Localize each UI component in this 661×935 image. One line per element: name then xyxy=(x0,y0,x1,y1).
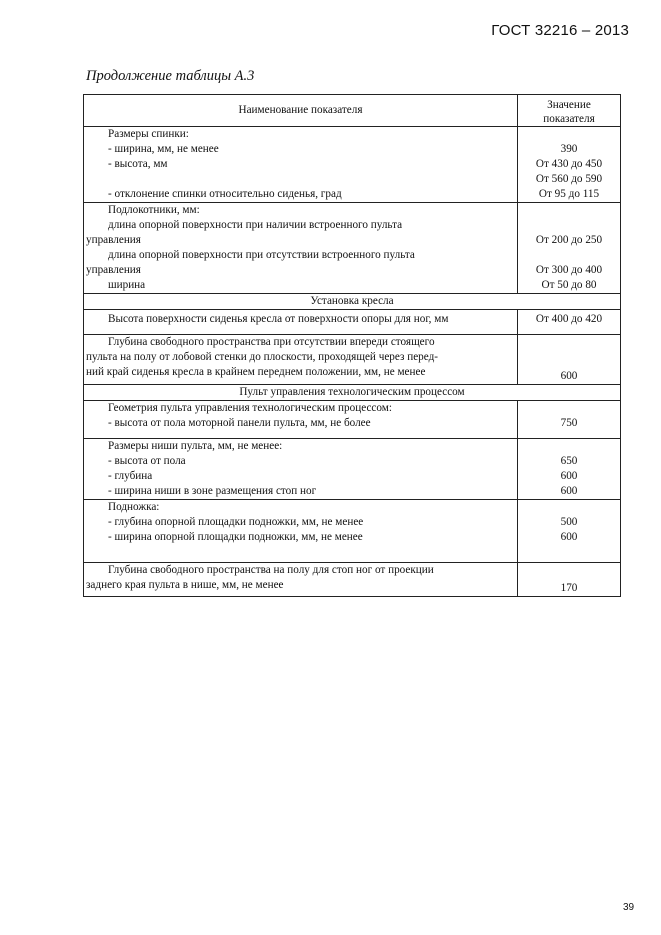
row-line: - ширина ниши в зоне размещения стоп ног xyxy=(108,485,317,497)
value-cell: От 300 до 400 xyxy=(535,264,603,276)
row-armrests-label xyxy=(84,203,518,294)
value-blank xyxy=(518,248,620,263)
row-floor-depth-label xyxy=(84,563,518,597)
value-cell: 650 xyxy=(560,455,578,467)
table-row xyxy=(84,127,621,203)
value-blank xyxy=(518,500,620,515)
row-line: Глубина свободного пространства на полу для стоп ног от проекции xyxy=(108,564,434,576)
row-line: Размеры ниши пульта, мм, не менее: xyxy=(108,440,283,452)
row-line: Размеры спинки: xyxy=(108,128,189,140)
section-row xyxy=(84,385,621,401)
row-line: Глубина свободного пространства при отсутствии впереди стоящего xyxy=(108,336,435,348)
value-blank xyxy=(518,439,620,454)
table-row xyxy=(84,439,621,500)
row-line: - отклонение спинки относительно сиденья, град xyxy=(108,188,342,200)
column-header-name: Наименование показателя xyxy=(84,95,518,127)
standard-header: ГОСТ 32216 – 2013 xyxy=(491,22,629,39)
row-line: - высота от пола моторной панели пульта, мм, не более xyxy=(108,417,371,429)
table-row xyxy=(84,203,621,294)
row-footrest-values xyxy=(518,500,621,563)
column-header-value-line1: Значение xyxy=(547,98,591,111)
row-line: заднего края пульта в нише, мм, не менее xyxy=(86,579,284,591)
row-line: пульта на полу от лобовой стенки до плоскости, проходящей через перед- xyxy=(86,351,438,363)
value-cell: От 95 до 115 xyxy=(538,188,600,200)
row-back-size-values xyxy=(518,127,621,203)
value-cell: 600 xyxy=(560,485,578,497)
row-line: длина опорной поверхности при наличии встроенного пульта xyxy=(108,219,403,231)
row-line: - глубина опорной площадки подножки, мм, не менее xyxy=(108,516,364,528)
section-row xyxy=(84,294,621,310)
column-header-value xyxy=(518,95,621,127)
value-cell: 600 xyxy=(560,531,578,543)
row-line: - ширина опорной площадки подножки, мм, не менее xyxy=(108,531,363,543)
row-free-space-label xyxy=(84,335,518,385)
value-blank xyxy=(518,401,620,416)
row-line: ний край сиденья кресла в крайнем переднем положении, мм, не менее xyxy=(86,366,426,378)
requirements-table xyxy=(83,94,621,597)
value-cell: От 560 до 590 xyxy=(535,173,603,185)
row-seat-height-value xyxy=(518,310,621,335)
row-line: управления xyxy=(86,264,141,276)
value-cell: От 430 до 450 xyxy=(535,158,603,170)
row-line: - высота, мм xyxy=(108,158,168,170)
value-cell: От 200 до 250 xyxy=(535,234,603,246)
row-line: - высота от пола xyxy=(108,455,186,467)
row-line: управления xyxy=(86,234,141,246)
table-header-row xyxy=(84,95,621,127)
value-blank xyxy=(518,127,620,142)
row-niche-sizes-label xyxy=(84,439,518,500)
row-line: длина опорной поверхности при отсутствии встроенного пульта xyxy=(108,249,415,261)
page-number: 39 xyxy=(623,902,635,913)
row-line: ширина xyxy=(108,279,146,291)
row-line: Высота поверхности сиденья кресла от поверхности опоры для ног, мм xyxy=(108,313,449,325)
value-cell: 750 xyxy=(560,417,578,429)
row-niche-sizes-values xyxy=(518,439,621,500)
value-cell: 600 xyxy=(560,370,578,382)
row-line: - ширина, мм, не менее xyxy=(108,143,219,155)
table-caption: Продолжение таблицы А.3 xyxy=(86,68,255,84)
section-heading-console: Пульт управления технологическим процессом xyxy=(84,385,621,401)
value-cell: 170 xyxy=(560,582,578,594)
row-line: Подножка: xyxy=(108,501,160,513)
value-cell: От 400 до 420 xyxy=(535,313,603,325)
value-blank xyxy=(518,218,620,233)
table-row xyxy=(84,563,621,597)
row-line: Геометрия пульта управления технологическим процессом: xyxy=(108,402,392,414)
row-line: - глубина xyxy=(108,470,153,482)
row-footrest-label xyxy=(84,500,518,563)
value-cell: От 50 до 80 xyxy=(541,279,597,291)
table-row xyxy=(84,500,621,563)
row-console-geometry-value xyxy=(518,401,621,439)
table-row xyxy=(84,401,621,439)
value-blank xyxy=(518,203,620,218)
row-floor-depth-value xyxy=(518,563,621,597)
value-cell: 390 xyxy=(560,143,578,155)
section-heading-chair: Установка кресла xyxy=(84,294,621,310)
row-line: Подлокотники, мм: xyxy=(108,204,200,216)
row-line-blank xyxy=(84,172,517,187)
row-seat-height-label xyxy=(84,310,518,335)
table-row xyxy=(84,335,621,385)
row-back-size-label xyxy=(84,127,518,203)
row-console-geometry-label xyxy=(84,401,518,439)
column-header-value-line2: показателя xyxy=(543,112,595,125)
value-cell: 600 xyxy=(560,470,578,482)
value-cell: 500 xyxy=(560,516,578,528)
row-armrests-values xyxy=(518,203,621,294)
row-free-space-value xyxy=(518,335,621,385)
table-row xyxy=(84,310,621,335)
